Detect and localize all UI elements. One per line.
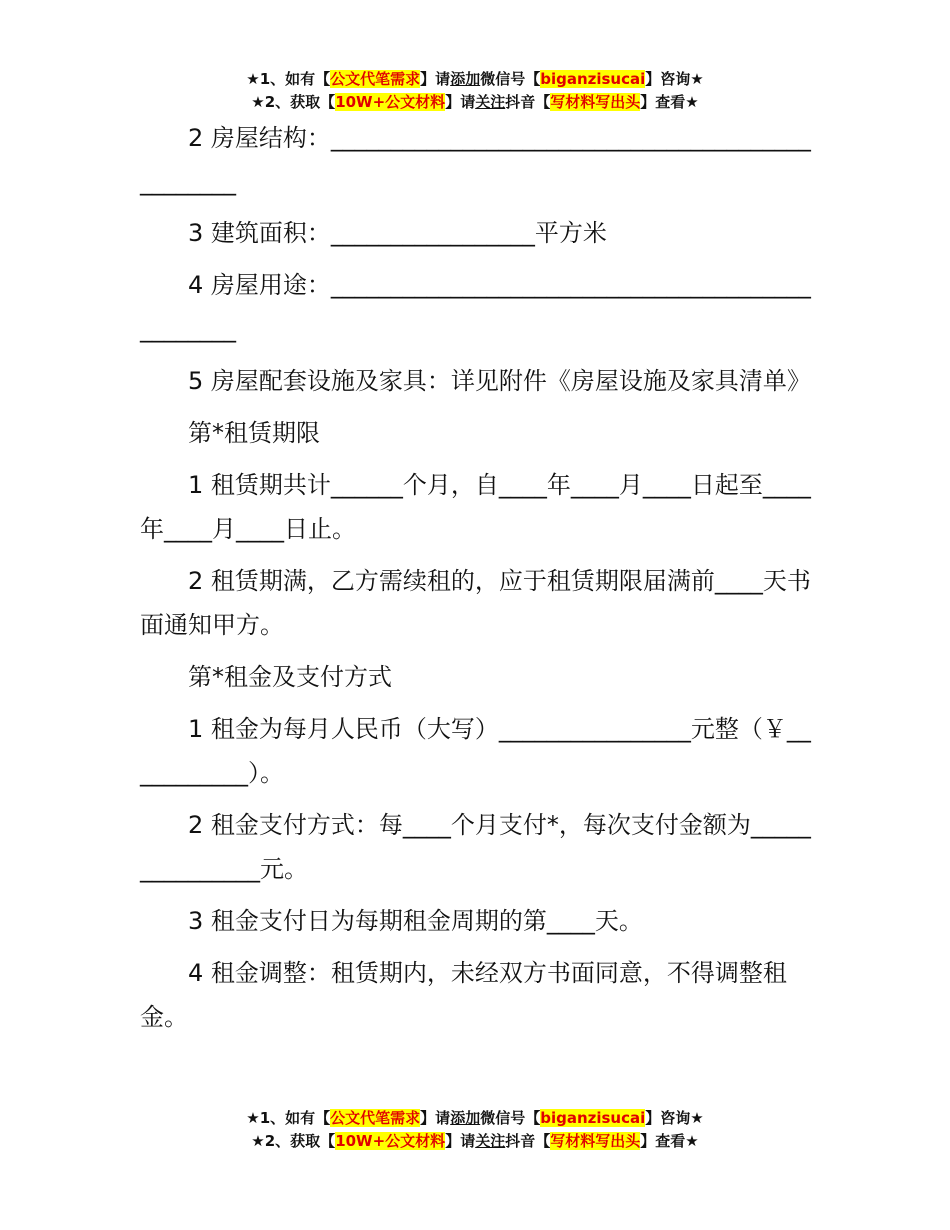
paragraph-rent-adjustment: 4 租金调整：租赁期内，未经双方书面同意，不得调整租金。 — [140, 959, 787, 1031]
paragraph-lease-period: 1 租赁期共计______个月，自____年____月____日起至____年____月____日止。 — [140, 471, 811, 543]
paragraph-floor-area: 3 建筑面积：_________________平方米 — [188, 219, 607, 247]
banner-highlight: biganzisucai — [540, 1109, 646, 1127]
section-heading-lease-term: 第*租赁期限 — [188, 419, 320, 447]
banner-line-2: ★2、获取【10W+公文材料】请关注抖音【写材料写出头】查看★ — [251, 93, 699, 111]
banner-highlight: 公文代笔需求 — [330, 1109, 421, 1127]
header-banner — [0, 68, 950, 114]
banner-highlight: 写材料写出头 — [550, 1132, 641, 1150]
paragraph-house-use: 4 房屋用途：________________________________________________ — [140, 271, 811, 343]
paragraph-payment-day: 3 租金支付日为每期租金周期的第____天。 — [188, 907, 643, 935]
document-body — [140, 116, 812, 1047]
banner-highlight: 公文代笔需求 — [330, 70, 421, 88]
paragraph-payment-method: 2 租金支付方式：每____个月支付*，每次支付金额为_______________元。 — [140, 811, 811, 883]
banner-line-2: ★2、获取【10W+公文材料】请关注抖音【写材料写出头】查看★ — [251, 1132, 699, 1150]
paragraph-house-structure: 2 房屋结构：________________________________________________ — [140, 124, 811, 196]
banner-highlight: 10W+公文材料 — [335, 1132, 446, 1150]
paragraph-lease-renewal: 2 租赁期满，乙方需续租的，应于租赁期限届满前____天书面通知甲方。 — [140, 567, 811, 639]
banner-highlight: 写材料写出头 — [550, 93, 641, 111]
section-heading-rent-payment: 第*租金及支付方式 — [188, 663, 392, 691]
banner-highlight: 10W+公文材料 — [335, 93, 446, 111]
banner-line-1: ★1、如有【公文代笔需求】请添加微信号【biganzisucai】咨询★ — [246, 70, 704, 88]
banner-line-1: ★1、如有【公文代笔需求】请添加微信号【biganzisucai】咨询★ — [246, 1109, 704, 1127]
banner-highlight: biganzisucai — [540, 70, 646, 88]
paragraph-rent-amount: 1 租金为每月人民币（大写）________________元整（￥___________）。 — [140, 715, 811, 787]
paragraph-facilities: 5 房屋配套设施及家具：详见附件《房屋设施及家具清单》 — [188, 367, 811, 395]
footer-banner — [0, 1107, 950, 1153]
